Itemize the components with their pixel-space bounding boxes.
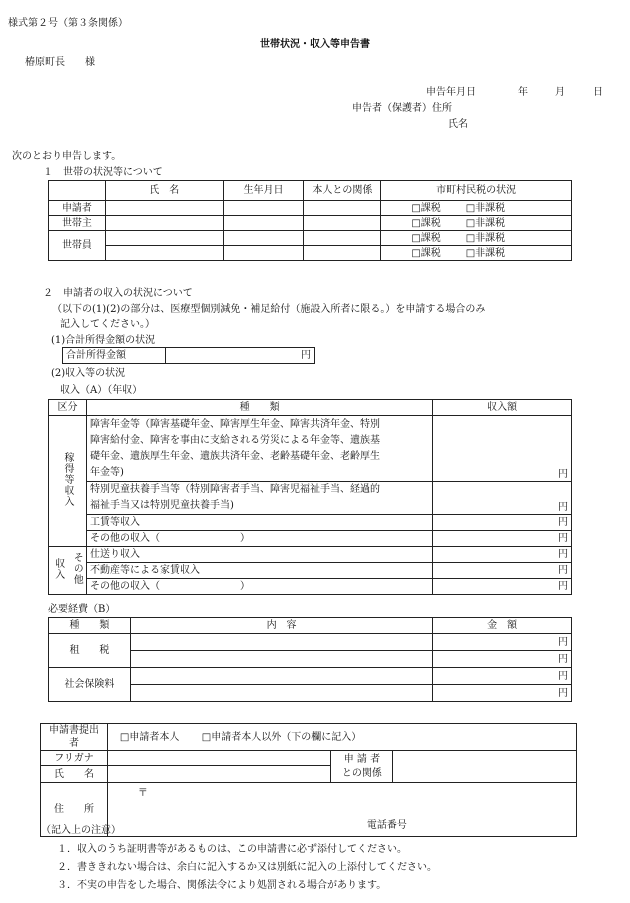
other-category-col1 <box>67 547 86 595</box>
pension-line-3: 礎年金、遺族厚生年金、遺族共済年金、老齢基礎年金、老齢厚生 <box>89 450 380 462</box>
submitter-self-checkbox[interactable]: □申請者本人 <box>119 731 180 743</box>
total-income-table <box>62 347 315 364</box>
member1-relation-cell[interactable] <box>304 231 381 246</box>
applicant-relation-cell[interactable] <box>304 201 381 216</box>
sub1-heading: (1)合計所得金額の状況 <box>51 335 156 346</box>
member2-birth-cell[interactable] <box>223 246 304 261</box>
section2-heading: ２ 申請者の収入の状況について <box>43 288 193 299</box>
applicant-birth-cell[interactable] <box>223 201 304 216</box>
other-income2-amount[interactable]: 円 <box>433 579 572 595</box>
income-header-category: 区分 <box>49 400 87 416</box>
other-income-type: その他の収入（ ） <box>86 531 432 547</box>
expense-header-amount: 金 額 <box>433 618 572 634</box>
earned-income-category <box>49 416 87 547</box>
row-label-householder: 世帯主 <box>49 216 106 231</box>
note-item-3: ３．不実の申告をした場合、関係法令により処罰される場合があります。 <box>57 880 387 891</box>
other-income-amount[interactable]: 円 <box>433 531 572 547</box>
note-item-2: ２．書ききれない場合は、余白に記入するか又は別紙に記入の上添付してください。 <box>57 862 437 873</box>
submitter-address-input[interactable] <box>107 783 576 837</box>
householder-nontaxed-checkbox[interactable]: □非課税 <box>463 216 572 231</box>
addressee: 椿原町長 様 <box>25 57 95 68</box>
header-birthdate: 生年月日 <box>223 181 304 201</box>
pension-line-2: 障害給付金、障害を事由に支給される労災による年金等、遺族基 <box>89 434 380 446</box>
child-allowance-amount[interactable]: 円 <box>433 482 572 515</box>
pension-line-4: 年金等) <box>89 466 124 478</box>
submitter-address-label: 住 所 <box>41 783 108 837</box>
row-label-applicant: 申請者 <box>49 201 106 216</box>
month-label: 月 <box>555 87 565 98</box>
total-income-value[interactable]: 円 <box>165 348 314 364</box>
submitter-table <box>40 723 577 837</box>
child-allowance-line-2: 福祉手当又は特別児童扶養手当) <box>89 500 234 511</box>
wage-amount[interactable]: 円 <box>433 515 572 531</box>
remittance-type: 仕送り収入 <box>86 547 432 563</box>
child-allowance-line-1: 特別児童扶養手当等（特別障害者手当、障害児福祉手当、経過的 <box>89 484 380 495</box>
expense-table <box>48 617 572 702</box>
rent-amount[interactable]: 円 <box>433 563 572 579</box>
insurance-type: 社会保険料 <box>49 668 131 702</box>
relation-label-line2: との関係 <box>341 767 382 779</box>
member2-nontaxed-checkbox[interactable]: □非課税 <box>463 246 572 261</box>
member2-name-cell[interactable] <box>105 246 223 261</box>
section2-note-line2: 記入してください。） <box>60 319 155 330</box>
relation-label <box>331 751 393 783</box>
expense-header-content: 内 容 <box>130 618 432 634</box>
postal-mark: 〒 <box>137 788 148 799</box>
insurance-content-2[interactable] <box>130 685 432 702</box>
insurance-amount-1[interactable]: 円 <box>433 668 572 685</box>
rent-type: 不動産等による家賃収入 <box>86 563 432 579</box>
tax-content-1[interactable] <box>130 634 432 651</box>
note-item-1: １．収入のうち証明書等があるものは、この申請書に必ず添付してください。 <box>57 844 407 855</box>
insurance-content-1[interactable] <box>130 668 432 685</box>
pension-type <box>86 416 432 482</box>
phone-label: 電話番号 <box>366 820 407 831</box>
furigana-input[interactable] <box>107 751 331 766</box>
header-tax-status: 市町村民税の状況 <box>381 181 572 201</box>
household-table <box>48 180 572 261</box>
income-header-amount: 収入額 <box>433 400 572 416</box>
expense-header-type: 種 類 <box>49 618 131 634</box>
other-income2-type: その他の収入（ ） <box>86 579 432 595</box>
member2-taxed-checkbox[interactable]: □課税 <box>381 246 463 261</box>
date-label: 申告年月日 <box>426 87 476 98</box>
section2-note-line1: （以下の(1)(2)の部分は、医療型個別減免・補足給付（施設入所者に限る。）を申請する場合のみ <box>52 304 486 315</box>
submitter-other-checkbox[interactable]: □申請者本人以外（下の欄に記入） <box>201 731 362 743</box>
applicant-nontaxed-checkbox[interactable]: □非課税 <box>463 201 572 216</box>
submitter-name-input[interactable] <box>107 766 331 783</box>
child-allowance-type <box>86 482 432 515</box>
row-label-member: 世帯員 <box>49 231 106 261</box>
header-name: 氏 名 <box>105 181 223 201</box>
submitter-options <box>107 724 576 751</box>
total-income-label: 合計所得金額 <box>63 348 166 364</box>
member2-relation-cell[interactable] <box>304 246 381 261</box>
applicant-name-cell[interactable] <box>105 201 223 216</box>
form-title: 世帯状況・収入等申告書 <box>260 39 370 50</box>
other-category-label-1: その他 <box>71 552 83 585</box>
corner-cell <box>49 181 106 201</box>
income-table <box>48 399 572 595</box>
insurance-amount-2[interactable]: 円 <box>433 685 572 702</box>
applicant-taxed-checkbox[interactable]: □課税 <box>381 201 463 216</box>
remittance-amount[interactable]: 円 <box>433 547 572 563</box>
section1-heading: １ 世帯の状況等について <box>43 167 163 178</box>
relation-label-line1: 申 請 者 <box>343 753 381 765</box>
householder-birth-cell[interactable] <box>223 216 304 231</box>
householder-relation-cell[interactable] <box>304 216 381 231</box>
relation-input[interactable] <box>393 751 577 783</box>
other-category-col2 <box>49 547 68 595</box>
earned-income-label: 稼得等収入 <box>61 451 73 507</box>
pension-amount[interactable]: 円 <box>433 416 572 482</box>
income-header-type: 種 類 <box>86 400 432 416</box>
pension-line-1: 障害年金等（障害基礎年金、障害厚生年金、障害共済年金、特別 <box>89 418 380 430</box>
year-label: 年 <box>518 87 528 98</box>
member1-taxed-checkbox[interactable]: □課税 <box>381 231 463 246</box>
expense-b-heading: 必要経費（B） <box>48 604 116 615</box>
other-category-label-2: 収入 <box>52 557 64 580</box>
member1-birth-cell[interactable] <box>223 231 304 246</box>
submitter-label: 申請書提出者 <box>41 724 108 751</box>
tax-type: 租 税 <box>49 634 131 668</box>
householder-taxed-checkbox[interactable]: □課税 <box>381 216 463 231</box>
applicant-address-label: 申告者（保護者）住所 <box>352 103 452 114</box>
submitter-name-label: 氏 名 <box>41 766 108 783</box>
income-a-heading: 収入（A）（年収） <box>60 385 143 396</box>
householder-name-cell[interactable] <box>105 216 223 231</box>
header-relation: 本人との関係 <box>304 181 381 201</box>
intro-text: 次のとおり申告します。 <box>12 151 122 162</box>
member1-name-cell[interactable] <box>105 231 223 246</box>
tax-amount-1[interactable]: 円 <box>433 634 572 651</box>
tax-content-2[interactable] <box>130 651 432 668</box>
wage-type: 工賃等収入 <box>86 515 432 531</box>
applicant-name-label: 氏名 <box>448 119 468 130</box>
notes-heading: （記入上の注意） <box>41 825 121 836</box>
tax-amount-2[interactable]: 円 <box>433 651 572 668</box>
sub2-heading: (2)収入等の状況 <box>51 368 126 379</box>
form-number: 様式第２号（第３条関係） <box>8 18 128 29</box>
furigana-label: フリガナ <box>41 751 108 766</box>
member1-nontaxed-checkbox[interactable]: □非課税 <box>463 231 572 246</box>
day-label: 日 <box>593 87 603 98</box>
